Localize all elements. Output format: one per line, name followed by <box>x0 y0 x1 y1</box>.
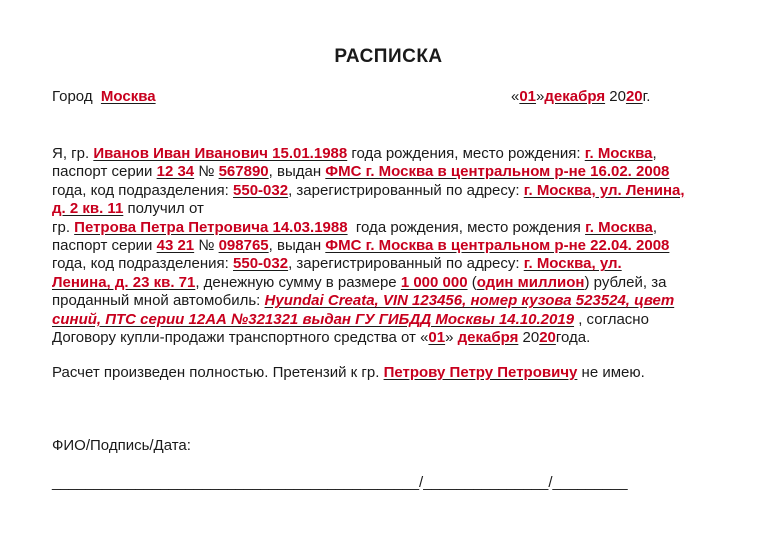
paragraph-line: Договору купли-продажи транспортного средства от «01» декабря 2020года. <box>52 329 591 347</box>
receiver-issued-field: ФМС г. Москва в центральном р-не 16.02. 2008 <box>325 163 670 181</box>
city-block <box>52 88 156 105</box>
month-field: декабря <box>544 88 606 105</box>
paragraph-line: года, код подразделения: 550-032, зарегистрированный по адресу: г. Москва, ул. Ленина, <box>52 181 685 199</box>
paragraph-line: паспорт серии 43 21 № 098765, выдан ФМС г. Москва в центральном р-не 22.04. 2008 <box>52 237 670 255</box>
city-field: Москва <box>100 88 156 105</box>
giver-name-field: Петрова Петра Петровича 14.03.1988 <box>74 218 348 236</box>
paragraph-line: д. 2 кв. 11 получил от <box>52 200 204 218</box>
closing-name-field: Петрову Петру Петровичу <box>383 364 578 381</box>
giver-address-field: г. Москва, ул. <box>523 255 622 273</box>
paragraph-line: Ленина, д. 23 кв. 71, денежную сумму в размере 1 000 000 (один миллион) рублей, за <box>52 273 667 291</box>
contract-day-field: 01 <box>428 329 446 347</box>
amount-words-field: один миллион <box>476 273 585 291</box>
giver-series-field: 43 21 <box>156 237 195 255</box>
amount-field: 1 000 000 <box>400 273 468 291</box>
receiver-address-field: г. Москва, ул. Ленина, <box>523 181 685 199</box>
day-field: 01 <box>519 88 537 105</box>
document-title: РАСПИСКА <box>334 46 443 67</box>
paragraph-line: Я, гр. Иванов Иван Иванович 15.01.1988 года рождения, место рождения: г. Москва, <box>52 145 657 162</box>
giver-address-field: Ленина, д. 23 кв. 71 <box>52 273 196 291</box>
receiver-address-field: д. 2 кв. 11 <box>52 200 124 218</box>
paragraph-line: паспорт серии 12 34 № 567890, выдан ФМС г. Москва в центральном р-не 16.02. 2008 <box>52 163 670 181</box>
receiver-name-field: Иванов Иван Иванович 15.01.1988 <box>93 145 348 162</box>
contract-year-field: 20 <box>539 329 556 347</box>
main-paragraph <box>52 145 752 347</box>
signature-lines: ____________________________________________/_______________/_________ <box>52 474 628 491</box>
paragraph-line: синий, ПТС серии 12АА №321321 выдан ГУ ГИБДД Москвы 14.10.2019 , согласно <box>52 310 649 328</box>
closing-paragraph <box>52 364 752 382</box>
giver-birthplace-field: г. Москва <box>585 218 653 236</box>
header-line <box>52 88 672 108</box>
paragraph-line: проданный мной автомобиль: Hyundai Creata, VIN 123456, номер кузова 523524, цвет <box>52 292 675 310</box>
receiver-code-field: 550-032 <box>233 181 289 199</box>
receiver-number-field: 567890 <box>218 163 269 181</box>
city-label: Город <box>52 88 93 105</box>
year-field: 20 <box>625 88 643 105</box>
car-field: Hyundai Creata, VIN 123456, номер кузова 523524, цвет <box>264 292 675 310</box>
giver-number-field: 098765 <box>218 237 269 255</box>
receiver-birthplace-field: г. Москва <box>584 145 653 162</box>
date-block: «01»декабря 2020г. <box>511 88 651 105</box>
giver-issued-field: ФМС г. Москва в центральном р-не 22.04. 2008 <box>325 237 670 255</box>
paragraph-line: гр. Петрова Петра Петровича 14.03.1988 года рождения, место рождения г. Москва, <box>52 218 657 236</box>
paragraph-line: Расчет произведен полностью. Претензий к гр. Петрову Петру Петровичу не имею. <box>52 364 645 381</box>
giver-code-field: 550-032 <box>233 255 289 273</box>
contract-month-field: декабря <box>457 329 519 347</box>
receiver-series-field: 12 34 <box>156 163 195 181</box>
car-field: синий, ПТС серии 12АА №321321 выдан ГУ ГИБДД Москвы 14.10.2019 <box>52 310 575 328</box>
paragraph-line: года, код подразделения: 550-032, зарегистрированный по адресу: г. Москва, ул. <box>52 255 622 273</box>
signature-label: ФИО/Подпись/Дата: <box>52 437 191 454</box>
